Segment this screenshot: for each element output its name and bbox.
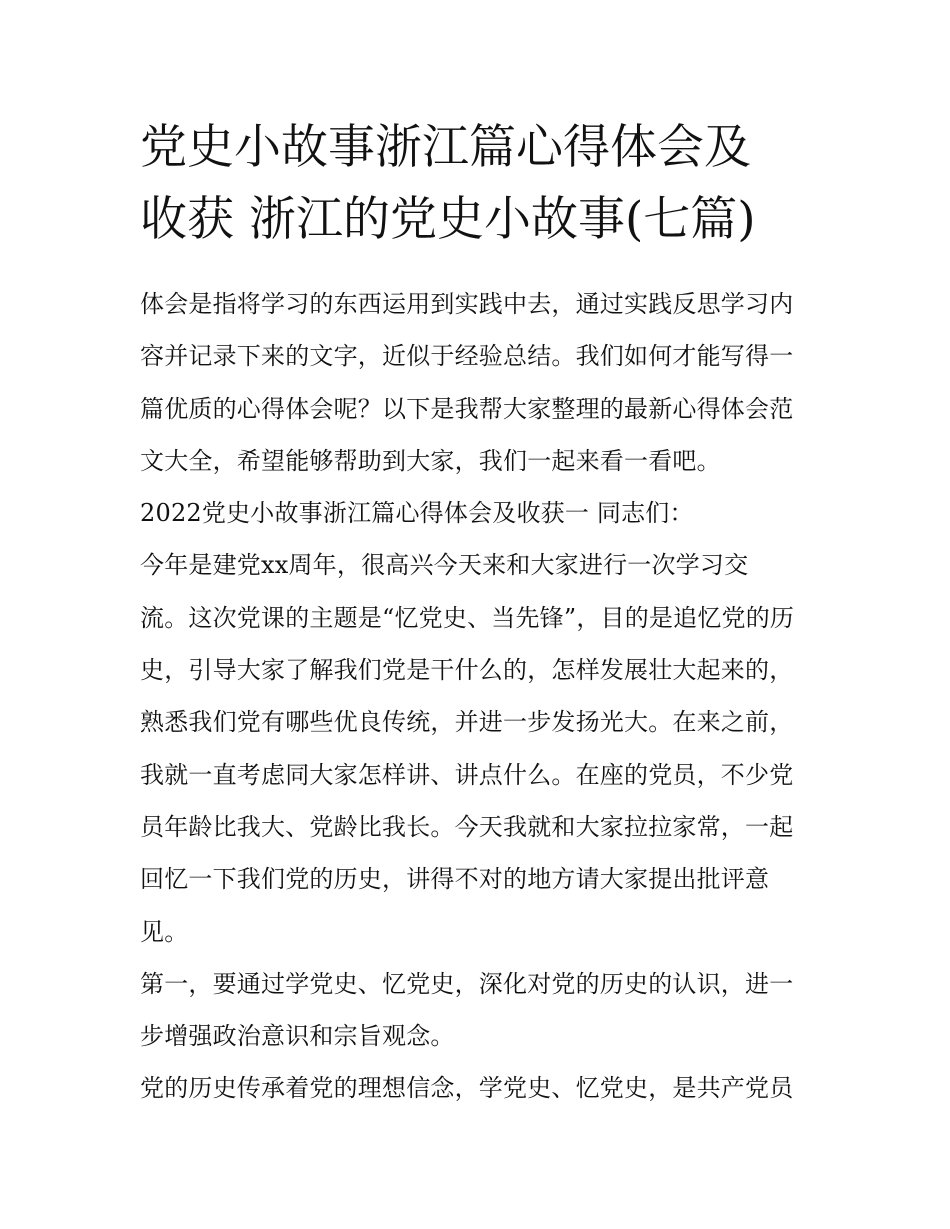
body-line-16: 党的历史传承着党的理想信念，学党史、忆党史，是共产党员 [140, 1074, 794, 1103]
document-body [140, 278, 820, 1115]
title-line-1: 党史小故事浙江篇心得体会及 [140, 120, 751, 175]
body-line-15: 步增强政治意识和宗旨观念。 [140, 1022, 455, 1051]
document-title [140, 112, 820, 256]
body-line-7: 流。这次党课的主题是“忆党史、当先锋”，目的是追忆党的历 [140, 603, 795, 632]
body-line-12: 回忆一下我们党的历史，讲得不对的地方请大家提出批评意 [140, 865, 770, 894]
body-line-2: 容并记录下来的文字，近似于经验总结。我们如何才能写得一 [140, 342, 794, 371]
body-line-1: 体会是指将学习的东西运用到实践中去，通过实践反思学习内 [140, 290, 794, 318]
body-line-14: 第一，要通过学党史、忆党史，深化对党的历史的认识，进一 [140, 969, 794, 998]
body-line-6: 今年是建党xx周年，很高兴今天来和大家进行一次学习交 [140, 551, 749, 580]
body-line-3: 篇优质的心得体会呢？以下是我帮大家整理的最新心得体会范 [140, 394, 794, 423]
body-line-10: 我就一直考虑同大家怎样讲、讲点什么。在座的党员，不少党 [140, 760, 794, 789]
body-line-11: 员年龄比我大、党龄比我长。今天我就和大家拉拉家常，一起 [140, 812, 794, 841]
title-line-2: 收获 浙江的党史小故事(七篇) [140, 192, 756, 247]
document-page [140, 112, 820, 1115]
body-line-13: 见。 [140, 917, 189, 946]
body-line-9: 熟悉我们党有哪些优良传统，并进一步发扬光大。在来之前， [140, 708, 794, 737]
body-line-5: 2022党史小故事浙江篇心得体会及收获一 同志们： [140, 499, 694, 528]
body-line-4: 文大全，希望能够帮助到大家，我们一起来看一看吧。 [140, 446, 721, 475]
body-line-8: 史，引导大家了解我们党是干什么的，怎样发展壮大起来的， [140, 656, 794, 685]
